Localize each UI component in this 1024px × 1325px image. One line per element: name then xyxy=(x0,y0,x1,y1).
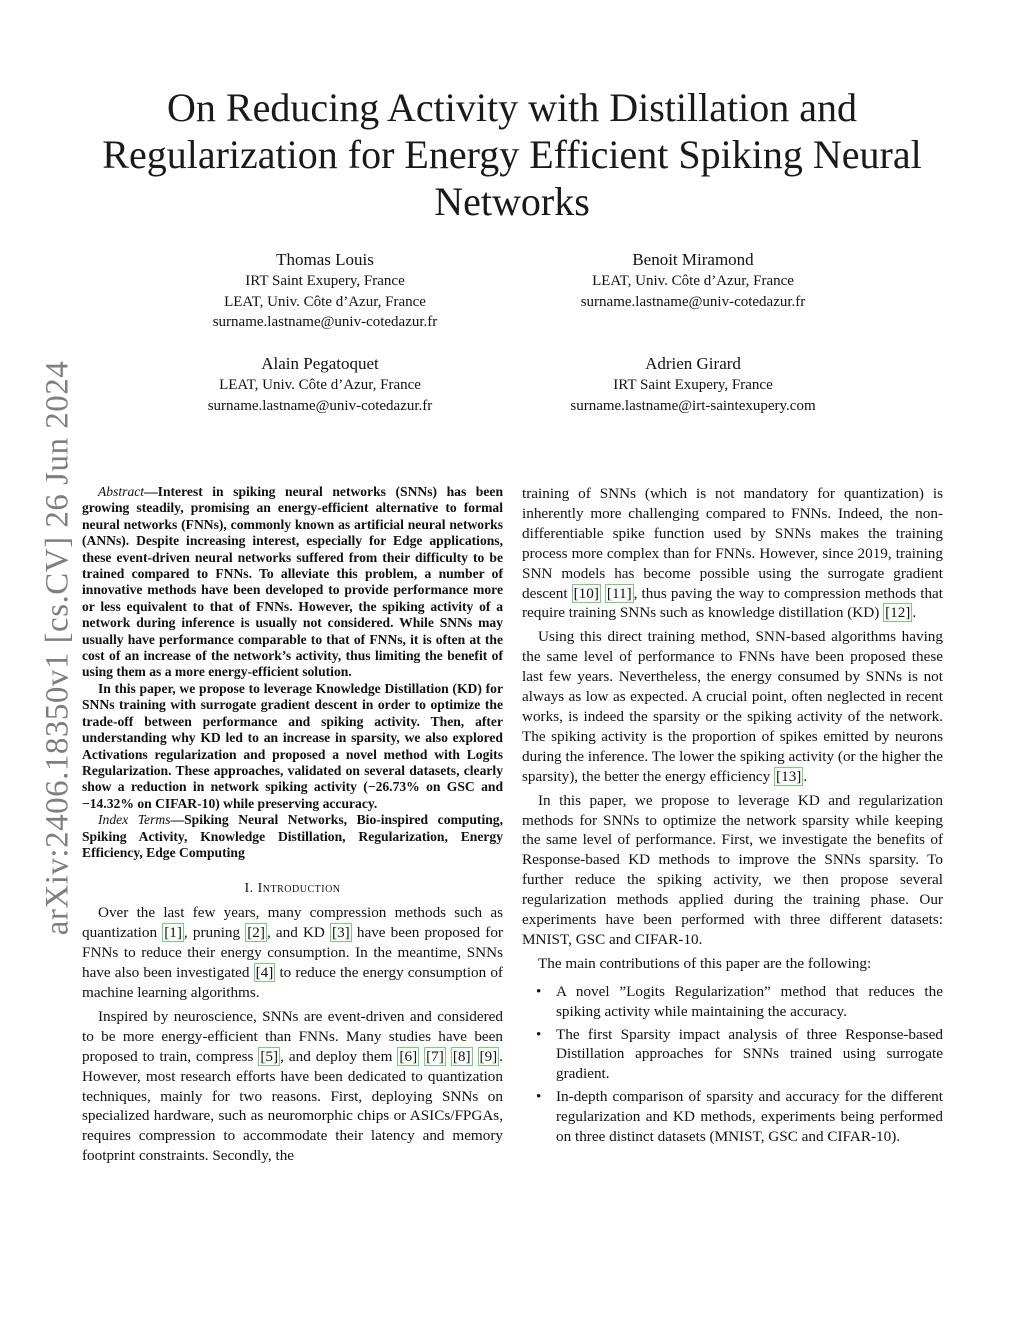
abstract-text: —Interest in spiking neural networks (SNNs) has been growing steadily, promising an energy-efficient alternative to formal neural networks (FNNs), commonly known as artificial neural networks (ANNs). Despite increasing interest, especially for Edge applications, these event-driven neural networks suffered from their difficulty to be trained compared to FNNs. To alleviate this problem, a number of innovative methods have been developed to provide performance more or less equivalent to that of FNNs. However, the spiking activity of a network during inference is usually not considered. While SNNs may usually have performance comparable to that of FNNs, it is often at the cost of an increase of the network’s activity, thus limiting the benefit of using them as a more energy-efficient solution. xyxy=(82,484,503,680)
author-affiliation: LEAT, Univ. Côte d’Azur, France xyxy=(224,293,426,310)
body-paragraph xyxy=(522,484,943,623)
contributions-list xyxy=(522,982,943,1147)
citation-link[interactable]: [4] xyxy=(255,964,274,982)
abstract-label: Abstract xyxy=(98,484,145,499)
citation-link[interactable]: [9] xyxy=(479,1047,498,1065)
title-line: Networks xyxy=(434,179,590,224)
intro-text-continued xyxy=(522,484,943,974)
text-run: Using this direct training method, SNN-based algorithms having the same level of performance to FNNs have been proposed these last few years. Nevertheless, the energy consumed by SNNs is not always as low as expected. A crucial point, often neglected in recent works, is indeed the sparsity or the spiking activity of the network. The spiking activity is the proportion of spikes emitted by neurons during the inference. The lower the spiking activity (or the higher the sparsity), the better the energy efficiency xyxy=(522,628,943,785)
author-email[interactable]: surname.lastname@univ-cotedazur.fr xyxy=(207,397,433,414)
text-run: training of SNNs (which is not mandatory for quantization) is inherently more challenging compared to FNNs. Indeed, the non-differentiable spike function used by SNNs makes the training process more complex than for FNNs. However, since 2019, training SNN models has become possible using the surrogate gradient descent xyxy=(522,485,943,602)
author-email[interactable]: surname.lastname@univ-cotedazur.fr xyxy=(580,293,806,310)
citation-link[interactable]: [5] xyxy=(260,1047,279,1065)
author-affiliation: LEAT, Univ. Côte d’Azur, France xyxy=(592,273,794,289)
author-email[interactable]: surname.lastname@irt-saintexupery.com xyxy=(570,397,816,414)
author-name: Benoit Miramond xyxy=(632,250,754,269)
text-run: . xyxy=(803,767,808,785)
abstract xyxy=(82,484,503,861)
author-block xyxy=(155,249,495,333)
text-run: to reduce the energy consumption of machine learning algorithms. xyxy=(82,964,503,1001)
body-paragraph xyxy=(82,1007,503,1166)
text-run: Inspired by neuroscience, SNNs are event-driven and considered to be more energy-efficient than FNNs. Many studies have been proposed to train, compress xyxy=(82,1007,503,1065)
arxiv-identifier-stamp[interactable]: arXiv:2406.18350v1 [cs.CV] 26 Jun 2024 xyxy=(39,360,76,936)
text-run: , and KD xyxy=(266,924,331,942)
body-paragraph xyxy=(82,903,503,1003)
text-run: , thus paving the way to compression methods that require training SNNs such as knowledge distillation (KD) xyxy=(522,584,943,622)
author-block xyxy=(523,249,863,312)
abstract-paragraph xyxy=(82,484,503,681)
author-name: Adrien Girard xyxy=(645,354,741,373)
index-terms-text: —Spiking Neural Networks, Bio-inspired computing, Spiking Activity, Knowledge Distillation, Regularization, Energy Efficiency, Edge Computing xyxy=(82,812,503,860)
text-run: have been proposed for FNNs to reduce their energy consumption. In the meantime, SNNs have also been investigated xyxy=(82,924,503,982)
author-email[interactable]: surname.lastname@univ-cotedazur.fr xyxy=(212,314,438,330)
left-column xyxy=(82,484,503,1170)
author-name: Thomas Louis xyxy=(276,250,374,269)
right-column xyxy=(522,484,943,1150)
citation-link[interactable]: [10] xyxy=(573,584,599,602)
list-item: • A novel ”Logits Regularization” method that reduces the spiking activity while maintaining the accuracy. xyxy=(556,982,943,1022)
author-block xyxy=(523,353,863,416)
abstract-paragraph: In this paper, we propose to leverage Knowledge Distillation (KD) for SNNs training with surrogate gradient descent in order to optimize the trade-off between performance and spiking activity. Then, after understanding why KD led to an increase in sparsity, we also explored Activations regularization and proposed a novel method with Logits Regularization. These approaches, validated on several datasets, clearly show a reduction in network spiking activity (−26.73% on GSC and −14.32% on CIFAR-10) while preserving accuracy. xyxy=(82,680,503,811)
citation-link[interactable]: [1] xyxy=(164,924,182,942)
intro-text xyxy=(82,903,503,1166)
citation-link[interactable]: [11] xyxy=(606,584,632,602)
list-item: • The first Sparsity impact analysis of three Response-based Distillation approaches for SNNs trained using surrogate gradient. xyxy=(556,1025,943,1085)
text-run: . However, most research efforts have been dedicated to quantization techniques, mainly for two reasons. First, deploying SNNs on specialized hardware, such as neuromorphic chips or ASICs/FPGAs, requires compression to accommodate their latency and memory footprint constraints. Secondly, the xyxy=(82,1047,504,1165)
section-heading: I. Introduction xyxy=(244,881,341,897)
index-terms xyxy=(82,812,503,861)
author-affiliation: IRT Saint Exupery, France xyxy=(245,273,405,289)
list-item: • In-depth comparison of sparsity and accuracy for the different regularization and KD methods, experiments being performed on three distinct datasets (MNIST, GSC and CIFAR-10). xyxy=(556,1087,943,1147)
text-run: . xyxy=(912,604,917,622)
citation-link[interactable]: [6] xyxy=(399,1047,418,1065)
body-paragraph: The main contributions of this paper are the following: xyxy=(538,954,872,972)
citation-link[interactable]: [8] xyxy=(452,1047,471,1065)
author-affiliation: LEAT, Univ. Côte d’Azur, France xyxy=(219,377,421,393)
body-paragraph xyxy=(522,627,943,786)
citation-link[interactable]: [2] xyxy=(247,924,265,942)
citation-link[interactable]: [13] xyxy=(776,767,802,785)
text-run: , pruning xyxy=(183,924,246,942)
title-line: On Reducing Activity with Distillation and xyxy=(167,85,857,130)
citation-link[interactable]: [12] xyxy=(885,604,911,622)
citation-link[interactable]: [3] xyxy=(332,924,350,942)
title-line: Regularization for Energy Efficient Spiking Neural xyxy=(102,132,922,177)
author-block xyxy=(150,353,490,416)
citation-link[interactable]: [7] xyxy=(426,1047,444,1065)
index-terms-label: Index Terms xyxy=(98,812,171,828)
text-run: , and deploy them xyxy=(280,1047,398,1065)
author-affiliation: IRT Saint Exupery, France xyxy=(613,377,773,393)
body-paragraph: In this paper, we propose to leverage KD and regularization methods for SNNs to optimize the network sparsity while keeping the same level of performance. First, we investigate the benefits of Response-based KD methods to improve the SNNs sparsity. To further reduce the spiking activity, we then propose several regularization methods applied during the training phase. Our experiments have been performed with three different datasets: MNIST, GSC and CIFAR-10. xyxy=(522,791,943,948)
author-name: Alain Pegatoquet xyxy=(261,354,379,373)
paper-title xyxy=(80,84,944,225)
text-run: Over the last few years, many compression methods such as quantization xyxy=(82,904,503,942)
